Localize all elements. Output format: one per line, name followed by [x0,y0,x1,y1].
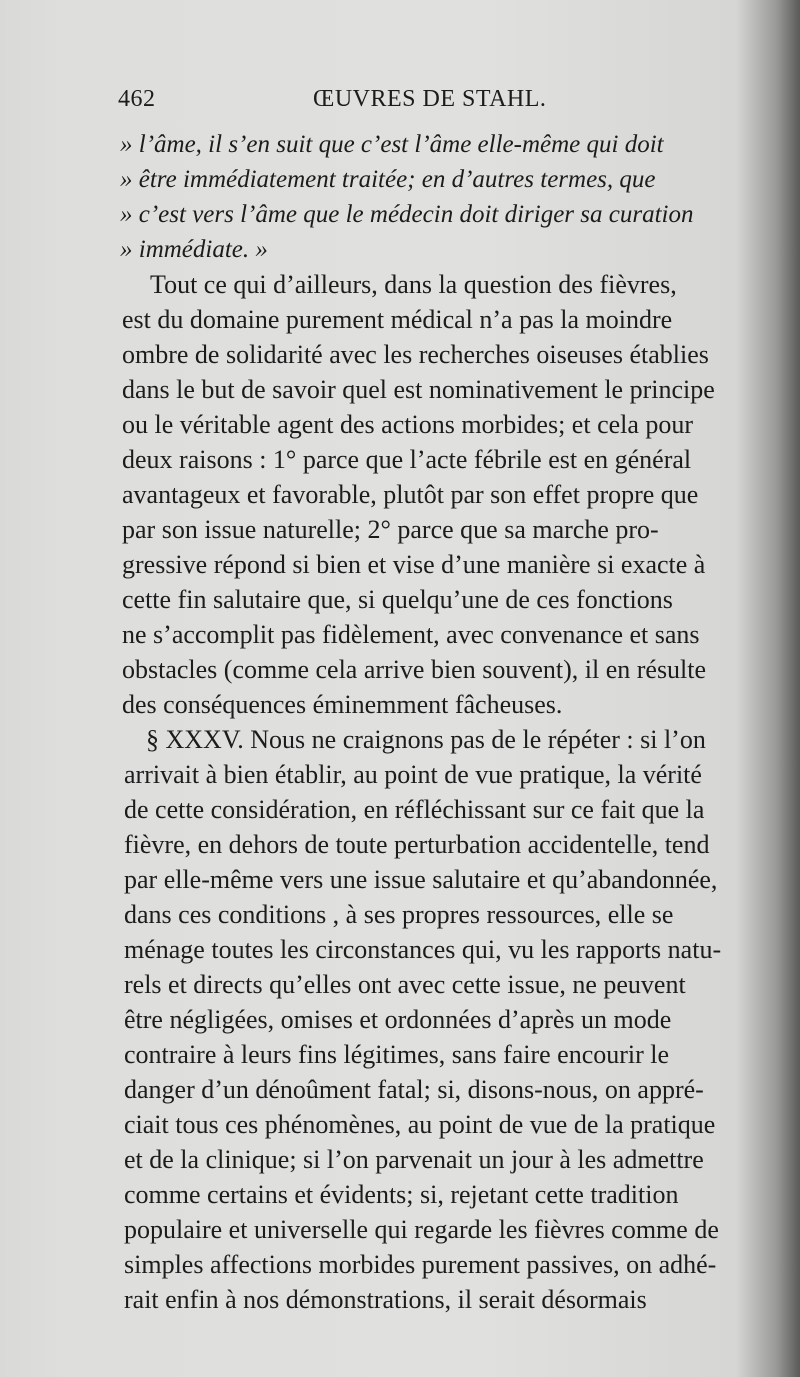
text-line: ou le véritable agent des actions morbides; et cela pour [122,410,694,439]
text-line: fièvre, en dehors de toute perturbation accidentelle, tend [124,830,710,859]
text-line: deux raisons : 1° parce que l’acte fébrile est en général [122,445,692,474]
text-line: dans ces conditions , à ses propres ressources, elle se [124,900,674,929]
text-line: ciait tous ces phénomènes, au point de vue de la pratique [124,1110,716,1139]
text-line: avantageux et favorable, plutôt par son effet propre que [122,480,699,509]
text-line: simples affections morbides purement passives, on adhé- [124,1250,717,1279]
text-line: être négligées, omises et ordonnées d’après un mode [124,1005,672,1034]
text-line: des conséquences éminemment fâcheuses. [122,690,563,719]
text-line: contraire à leurs fins légitimes, sans faire encourir le [124,1040,670,1069]
text-line: ne s’accomplit pas fidèlement, avec convenance et sans [122,620,700,649]
text-line: § XXXV. Nous ne craignons pas de le répéter : si l’on [146,725,706,754]
text-line: obstacles (comme cela arrive bien souvent), il en résulte [122,655,707,684]
quote-line: » c’est vers l’âme que le médecin doit diriger sa curation [120,201,694,228]
text-line: et de la clinique; si l’on parvenait un jour à les admettre [124,1145,704,1174]
text-line: dans le but de savoir quel est nominativement le principe [122,375,715,404]
text-line: par son issue naturelle; 2° parce que sa marche pro- [122,515,659,544]
text-line: arrivait à bien établir, au point de vue pratique, la vérité [124,760,702,789]
text-line: danger d’un dénoûment fatal; si, disons-nous, on appré- [124,1075,704,1104]
text-line: est du domaine purement médical n’a pas la moindre [122,305,673,334]
text-line: ombre de solidarité avec les recherches oiseuses établies [122,340,709,369]
text-line: comme certains et évidents; si, rejetant cette tradition [124,1180,679,1209]
text-line: rels et directs qu’elles ont avec cette issue, ne peuvent [124,970,686,999]
quote-line: » être immédiatement traitée; en d’autres termes, que [120,166,656,193]
quote-line: » l’âme, il s’en suit que c’est l’âme elle-même qui doit [120,131,664,158]
text-line: par elle-même vers une issue salutaire et qu’abandonnée, [124,865,718,894]
running-title: ŒUVRES DE STAHL. [313,86,547,112]
text-line: de cette considération, en réfléchissant sur ce fait que la [124,795,705,824]
text-line: gressive répond si bien et vise d’une manière si exacte à [122,550,706,579]
text-line: ménage toutes les circonstances qui, vu les rapports natu- [124,935,722,964]
text-line: cette fin salutaire que, si quelqu’une de ces fonctions [122,585,673,614]
page-number: 462 [118,86,156,112]
page-header [118,86,738,118]
text-line: Tout ce qui d’ailleurs, dans la question des fièvres, [150,270,677,299]
text-line: rait enfin à nos démonstrations, il serait désormais [124,1285,647,1314]
quote-line: » immédiate. » [120,236,268,263]
text-line: populaire et universelle qui regarde les fièvres comme de [124,1215,719,1244]
